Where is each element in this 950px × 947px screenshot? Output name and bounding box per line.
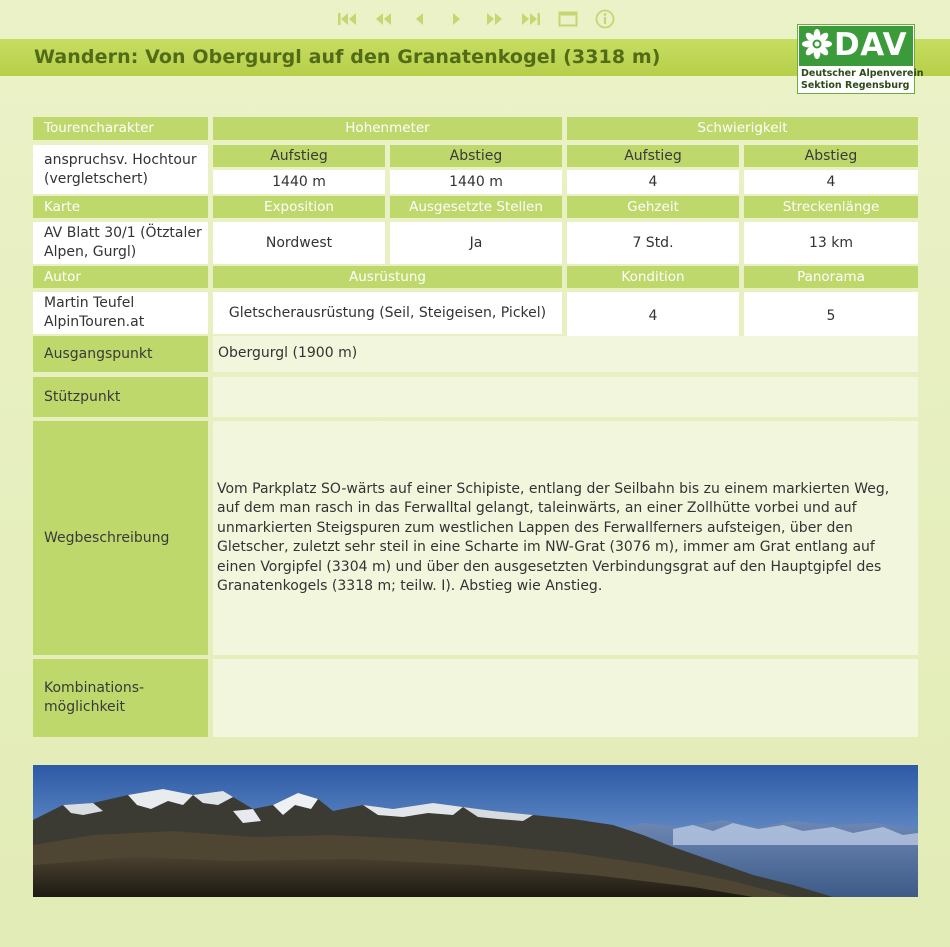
subheader-schwierig-aufstieg: Aufstieg [567,145,739,167]
value-wegbeschreibung: Vom Parkplatz SO-wärts auf einer Schipiste, entlang der Seilbahn bis zu einem markierten Weg, auf dem man rasch in das Ferwalltal gelangt, taleinwärts, an einer Zollhütte vorbei und auf unmarkierten Steigspuren zum westlichen Lappen des Ferwallferners aufsteigen, über den Gletscher, zuletzt sehr steil in eine Scharte im NW-Grat (3076 m), immer am Grat entlang auf einen Vorgipfel (3304 m) und über den ausgesetzten Verbindungsgrat auf den Hauptgipfel des Granatenkogels (3318 m; teilw. I). Abstieg wie Anstieg. [213,421,918,655]
value-karte: AV Blatt 30/1 (Ötztaler Alpen, Gurgl) [33,222,208,264]
header-karte: Karte [33,196,208,218]
header-hohenmeter: Hohenmeter [213,117,562,140]
info-icon[interactable] [593,8,617,30]
header-tourencharakter: Tourencharakter [33,117,208,140]
value-streckenlaenge: 13 km [744,222,918,264]
window-icon[interactable] [556,8,580,30]
header-streckenlaenge: Streckenlänge [744,196,918,218]
subheader-hoehen-aufstieg: Aufstieg [213,145,385,167]
value-hoehen-abstieg: 1440 m [390,170,562,194]
value-ausgangspunkt: Obergurgl (1900 m) [213,336,918,372]
rewind-icon[interactable] [371,8,395,30]
value-ausruestung: Gletscherausrüstung (Seil, Steigeisen, Pickel) [213,292,562,334]
logo-line-1: Deutscher Alpenverein [801,68,924,79]
value-gehzeit: 7 Std. [567,222,739,264]
label-kombination [33,659,208,737]
dav-logo [797,24,924,94]
value-schwierig-aufstieg: 4 [567,170,739,194]
header-exposition: Exposition [213,196,385,218]
value-hoehen-aufstieg: 1440 m [213,170,385,194]
label-ausgangspunkt: Ausgangspunkt [33,336,208,372]
logo-line-2: Sektion Regensburg [801,80,910,91]
last-icon[interactable] [519,8,543,30]
label-kombination-text: Kombinations-möglichkeit [44,680,145,715]
first-icon[interactable] [335,8,359,30]
next-icon[interactable] [445,8,469,30]
edelweiss-icon [801,28,833,60]
value-schwierig-abstieg: 4 [744,170,918,194]
value-autor: Martin Teufel AlpinTouren.at [33,292,208,334]
value-tourencharakter: anspruchsv. Hochtour (vergletschert) [33,145,208,194]
header-schwierigkeit: Schwierigkeit [567,117,918,140]
value-ausgesetzte-stellen: Ja [390,222,562,264]
value-kombination [213,659,918,737]
value-panorama: 5 [744,292,918,340]
header-panorama: Panorama [744,266,918,288]
previous-icon[interactable] [407,8,431,30]
value-exposition: Nordwest [213,222,385,264]
header-ausruestung: Ausrüstung [213,266,562,288]
value-kondition: 4 [567,292,739,340]
header-gehzeit: Gehzeit [567,196,739,218]
fast-forward-icon[interactable] [483,8,507,30]
header-ausgesetzte-stellen: Ausgesetzte Stellen [390,196,562,218]
subheader-schwierig-abstieg: Abstieg [744,145,918,167]
mountain-panorama-photo [33,765,918,897]
label-stuetzpunkt: Stützpunkt [33,377,208,417]
page-title: Wandern: Von Obergurgl auf den Granatenkogel (3318 m) [34,46,661,68]
header-kondition: Kondition [567,266,739,288]
value-stuetzpunkt [213,377,918,417]
logo-word: DAV [834,27,908,63]
label-wegbeschreibung: Wegbeschreibung [33,421,208,655]
subheader-hoehen-abstieg: Abstieg [390,145,562,167]
header-autor: Autor [33,266,208,288]
